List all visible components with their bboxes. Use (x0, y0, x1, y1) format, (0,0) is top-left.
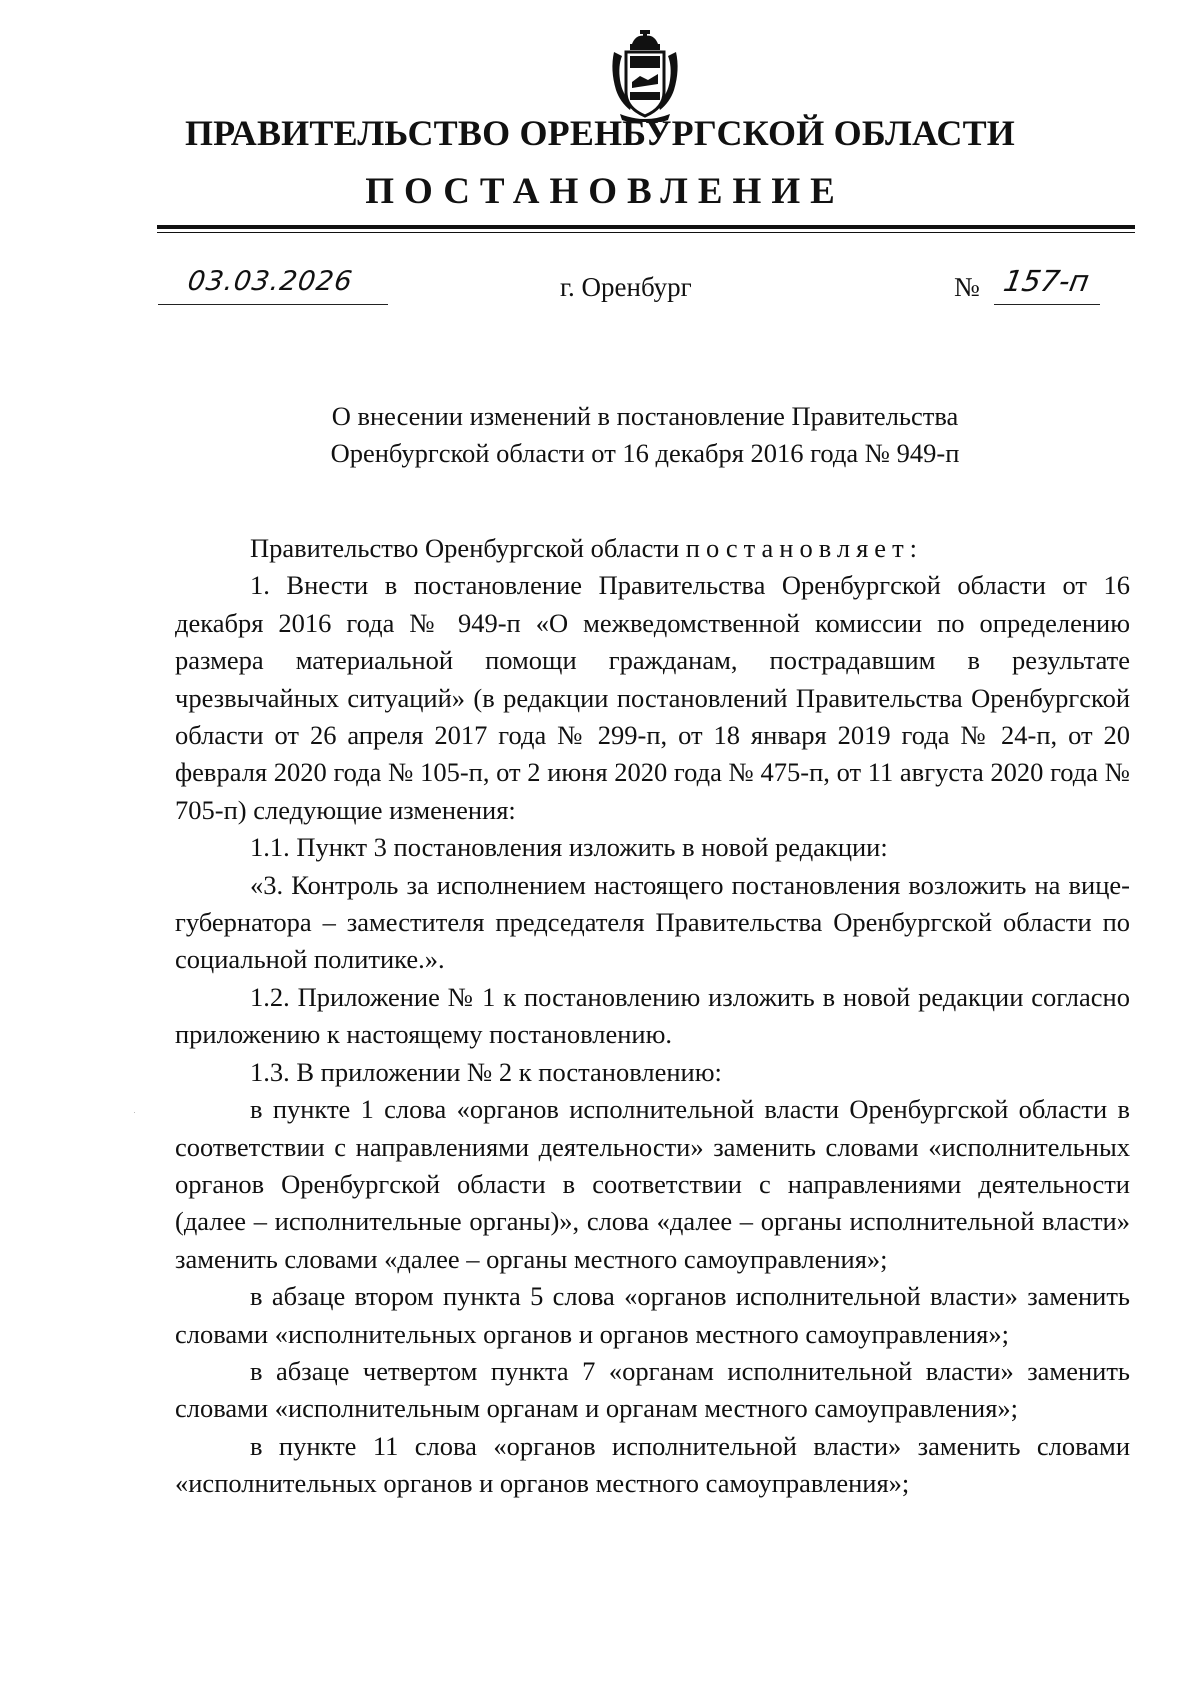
body-paragraph: в абзаце втором пункта 5 слова «органов исполнительной власти» заменить словами «исполнительных органов и органов местного самоуправления»; (175, 1281, 1130, 1349)
organization-title: ПРАВИТЕЛЬСТВО ОРЕНБУРГСКОЙ ОБЛАСТИ (184, 113, 1016, 153)
body-paragraph: в пункте 1 слова «органов исполнительной власти Оренбургской области в соответствии с направлениями деятельности» заменить словами «исполнительных органов Оренбургской области в соответствии с направлениями деятельности (далее – исполнительные органы)», слова «далее – органы исполнительной власти» заменить словами «далее – органы местного самоуправления»; (175, 1094, 1130, 1274)
intro-suffix: : (909, 533, 918, 563)
date-field (158, 266, 388, 312)
city-label: г. Оренбург (560, 272, 692, 302)
intro-spaced-word: постановляет (685, 533, 910, 563)
body-paragraph: «3. Контроль за исполнением настоящего постановления возложить на вице-губернатора – заместителя председателя Правительства Оренбургской области по социальной политике.». (175, 869, 1130, 975)
document-date: 03.03.2026 (185, 266, 355, 297)
header-divider-thin (157, 232, 1135, 233)
body-paragraph: 1.1. Пункт 3 постановления изложить в новой редакции: (250, 832, 888, 863)
body-paragraph: в пункте 11 слова «органов исполнительной власти» заменить словами «исполнительных органов и органов местного самоуправления»; (175, 1430, 1130, 1499)
header-divider-thick (157, 225, 1135, 229)
intro-prefix: Правительство Оренбургской области (250, 533, 686, 563)
number-field (954, 266, 1104, 312)
body-paragraph: в абзаце четвертом пункта 7 «органам исполнительной власти» заменить словами «исполнительным органам и органам местного самоуправления»; (175, 1355, 1130, 1424)
number-sign: № (954, 272, 980, 302)
scan-speck (134, 1112, 135, 1113)
body-paragraph: 1.2. Приложение № 1 к постановлению изложить в новой редакции согласно приложению к настоящему постановлению. (175, 981, 1130, 1050)
date-underline (158, 304, 388, 305)
document-body (175, 530, 1130, 1503)
document-number: 157-п (1001, 264, 1092, 298)
subject-line-2: Оренбургской области от 16 декабря 2016 года № 949-п (330, 438, 960, 468)
body-paragraph: 1.3. В приложении № 2 к постановлению: (250, 1056, 722, 1087)
subject-line-1: О внесении изменений в постановление Правительства (331, 401, 959, 431)
coat-of-arms-icon (610, 30, 680, 122)
intro-paragraph (175, 530, 1130, 567)
body-paragraph: 1. Внести в постановление Правительства Оренбургской области от 16 декабря 2016 года № 949-п «О межведомственной комиссии по определению размера материальной помощи гражданам, пострадавшим в результате чрезвычайных ситуаций» (в редакции постановлений Правительства Оренбургской области от 26 апреля 2017 года № 299-п, от 18 января 2019 года № 24-п, от 20 февраля 2020 года № 105-п, от 2 июня 2020 года № 475-п, от 11 августа 2020 года № 705-п) следующие изменения: (175, 570, 1130, 825)
document-subject (200, 398, 1090, 472)
document-type: ПОСТАНОВЛЕНИЕ (365, 171, 845, 212)
number-underline (994, 304, 1100, 305)
